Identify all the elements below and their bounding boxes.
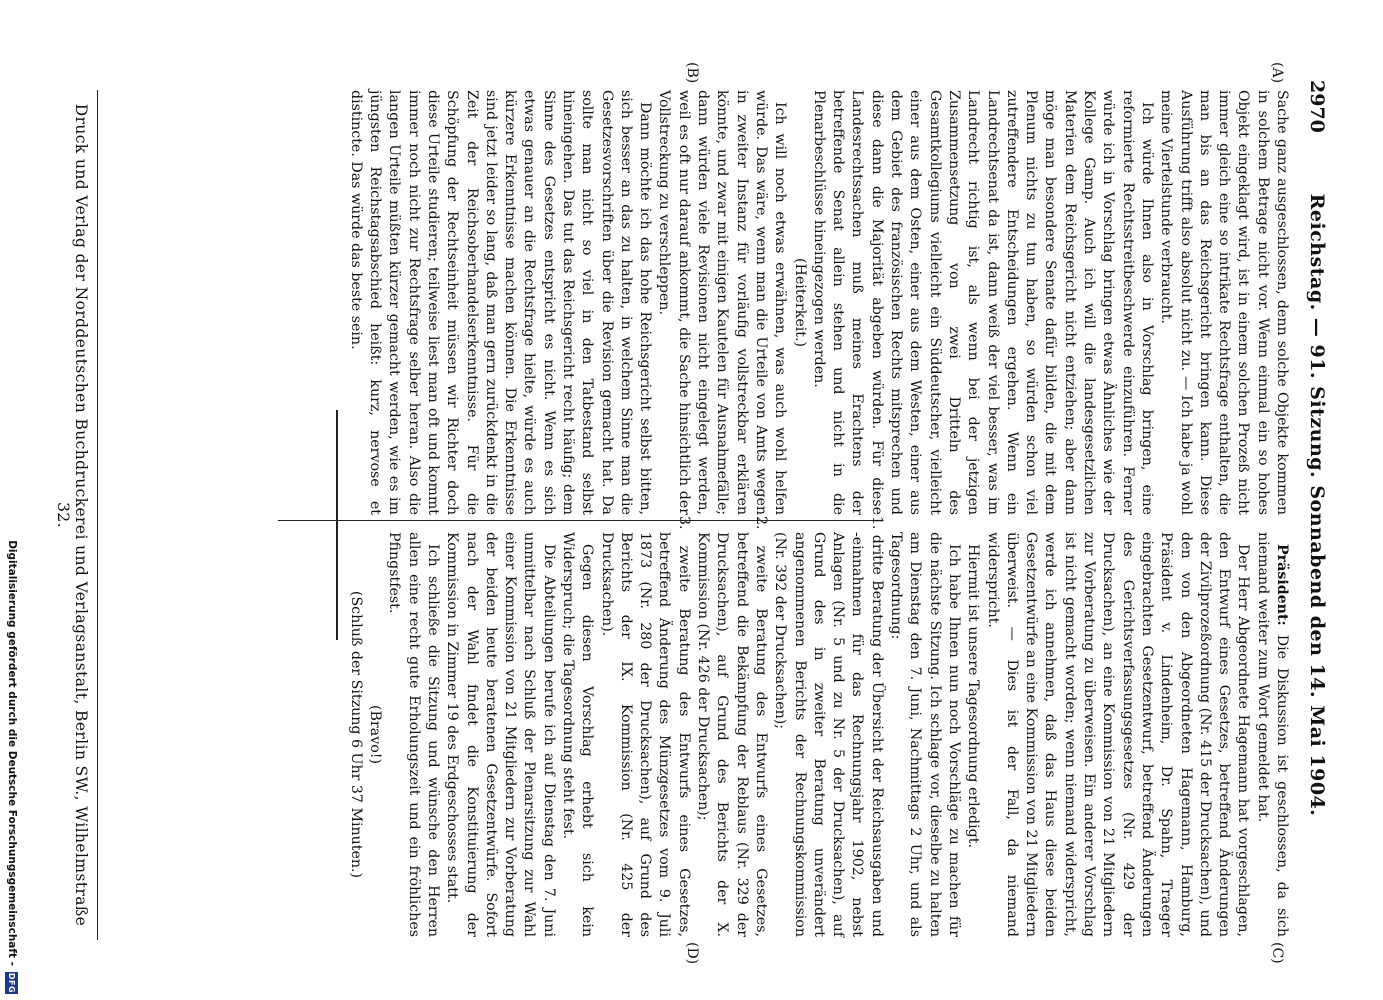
paragraph — [1252, 532, 1291, 937]
margin-mark-b: (B) — [684, 62, 700, 84]
paragraph: Sache ganz ausgeschlossen, denn solche Objekte kommen in solchem Betrage nicht vor. Wenn einmal ein so hohes Objekt eingeklagt wird, ist in einem solchen Prozeß nicht immer gleich eine so intrikate Rechtsfrage enthalten, die man bis an das Reichsgericht bringen kann. Diese Ausführung trifft also absolut nicht zu. — Ich habe ja wohl meine Viertelstunde verbraucht. — [1158, 90, 1290, 515]
paragraph: Ich schließe die Sitzung und wünsche den Herren allen eine recht gute Erholungszeit und ein fröhliches Pfingstfest. — [386, 532, 441, 937]
page-number: 2970 — [1306, 80, 1328, 133]
digitization-text: Digitalisierung gefördert durch die Deutsche Forschungsgemeinschaft - — [6, 540, 18, 966]
end-rule — [336, 410, 338, 640]
margin-mark-a: (A) — [1269, 62, 1285, 84]
interjection: (Heiterkeit.) — [791, 258, 808, 347]
running-head: Reichstag. — 91. Sitzung. Sonnabend den 14. Mai 1904. — [1306, 193, 1328, 817]
right-column — [345, 516, 1291, 937]
paragraph: Dann möchte ich das hohe Reichsgericht selbst bitten, sich besser an das zu halten, in welchem Sinne man die Gesetzesvorschriften über die Revision gemacht hat. Da sollte man nicht so viel in den Tatbestand selbst hineingehen. Das tut das Reichsgericht recht häufig; dem Sinne des Gesetzes entspricht es nicht. Wenn es sich etwas genauer an die Rechtsfrage hielte, würde es auch kürzere Erkenntnisse machen können. Die Erkenntnisse sind jetzt leider so lang, daß man gern zurückdenkt in die Zeit der Reichsoberhandelserkenntnisse. Für die Schöpfung der Rechtseinheit müssen wir Richter doch diese Urteile studieren; teilweise liest man oft und kommt immer noch nicht zur Rechtsfrage selber heran. Also die langen Urteile müßten kürzer gemacht werden, wie es im jüngsten Reichstagsabschied heißt: kurz, nervose et distincte. Das würde das beste sein. — [347, 90, 654, 515]
speaker-label: Präsident: — [1274, 544, 1290, 626]
paragraph: Ich will noch etwas erwähnen, was auch wohl helfen würde. Das wäre, wenn man die Urteile von Amts wegen in zweiter Instanz für vorläufig vollstreckbar erklären könnte, und zwar mit einigen Kautelen für Ausnahmefälle; dann würden viele Revisionen nicht eingelegt werden, weil es oft nur darauf ankommt, die Sache hinsichtlich der Vollstreckung zu verschleppen. — [656, 90, 789, 515]
paragraph: Die Abteilungen berufe ich auf Dienstag den 7. Juni unmittelbar nach Schluß der Plenarsitzung zur Wahl einer Kommission von 21 Mitgliedern zur Vorberatung der beiden heute beratenen Gesetzentwürfe. Sofort nach der Wahl findet die Konstituierung der Kommission in Zimmer 19 des Erdgeschosses statt. — [444, 532, 557, 937]
paragraph: Gegen diesen Vorschlag erhebt sich kein Widerspruch; die Tagesordnung steht fest. — [560, 532, 596, 937]
paragraph: Der Herr Abgeordnete Hagemann hat vorgeschlagen, den Entwurf eines Gesetzes, betreffend Änderungen der Zivilprozeßordnung (Nr. 415 der Drucksachen), und den von den Abgeordneten Hagemann, Hamburg, Präsident v. Lindenheim, Dr. Spahn, Traeger eingebrachten Gesetzentwurf, betreffend Änderungen des Gerichtsverfassungsgesetzes (Nr. 429 der Drucksachen), an eine Kommission von 21 Mitgliedern zur Vorberatung zu überweisen. Ein anderer Vorschlag ist nicht gemacht worden; wenn niemand widerspricht, werde ich annehmen, daß das Haus diese beiden Gesetzentwürfe an eine Kommission von 21 Mitgliedern überweist. — Dies ist der Fall, da niemand widerspricht. — [984, 532, 1252, 937]
paragraph: Ich würde Ihnen also in Vorschlag bringen, eine reformierte Rechtsstreitbeschwerde einzuführen. Ferner würde ich in Vorschlag bringen etwas Ähnliches wie der Kollege Gamp. Auch ich will die landesgesetzlichen Materien dem Reichsgericht nicht entziehen; aber dann möge man besondere Senate dafür bilden, die mit dem Plenum nichts zu tun haben, so würden schon viel zutreffendere Entscheidungen ergehen. Wenn ein Landrechtsenat da ist, dann weiß der viel besser, was im Landrecht richtig ist, als wenn bei der jetzigen Zusammensetzung von zwei Dritteln des Gesamtkollegiums vielleicht ein Süddeutscher, vielleicht einer aus dem Osten, einer aus dem Westen, einer aus dem Gebiet des französischen Rechts mitsprechen und diese dann die Majorität abgeben würden. Für diese Landesrechtssachen muß meines Erachtens der betreffende Senat allein stehen und nicht in die Plenarbeschlüsse hineingezogen werden. — [810, 90, 1155, 515]
footer-rule — [97, 90, 98, 940]
page-header — [1298, 80, 1328, 930]
agenda-item: 2. zweite Beratung des Entwurfs eines Gesetzes, betreffend die Bekämpfung der Reblaus (Nr. 329 der Drucksachen), auf Grund des Berichts der X. Kommission (Nr. 426 der Drucksachen); — [695, 516, 769, 937]
column-divider — [278, 520, 878, 521]
agenda-item: 1. dritte Beratung der Übersicht der Reichsausgaben und -einnahmen für das Rechnungsjahr 1902, nebst Anlagen (Nr. 5 und zu Nr. 5 der Drucksachen), auf Grund des in zweiter Beratung unverändert angenommenen Berichts der Rechnungskommission (Nr. 392 der Drucksachen); — [772, 516, 885, 937]
digitization-note — [0, 0, 23, 1000]
dfg-logo: DFG — [7, 972, 16, 994]
margin-mark-c: (C) — [1269, 942, 1285, 964]
speaker-text: Die Diskussion ist geschlossen, da sich niemand weiter zum Wort gemeldet hat. — [1254, 532, 1290, 937]
paragraph: Ich habe Ihnen nun noch Vorschläge zu machen für die nächste Sitzung. Ich schlage vor, dieselbe zu halten am Dienstag den 7. Juni, Nachmittags 2 Uhr, und als Tagesordnung: — [888, 532, 962, 937]
agenda-item: 3. zweite Beratung des Entwurfs eines Gesetzes, betreffend Änderung des Münzgesetzes vom 9. Juli 1873 (Nr. 280 der Drucksachen), auf Grund des Berichts der IX. Kommission (Nr. 425 der Drucksachen). — [598, 516, 692, 937]
margin-mark-d: (D) — [684, 942, 700, 965]
closing-note: (Schluß der Sitzung 6 Uhr 37 Minuten.) — [347, 590, 364, 879]
paragraph: Hiermit ist unsere Tagesordnung erledigt. — [965, 544, 982, 848]
left-column — [345, 90, 1291, 515]
interjection: (Bravo!) — [367, 705, 384, 764]
imprint-footer: Druck und Verlag der Norddeutschen Buchdruckerei und Verlagsanstalt, Berlin SW., Wilhelmstraße 32. — [54, 103, 90, 927]
